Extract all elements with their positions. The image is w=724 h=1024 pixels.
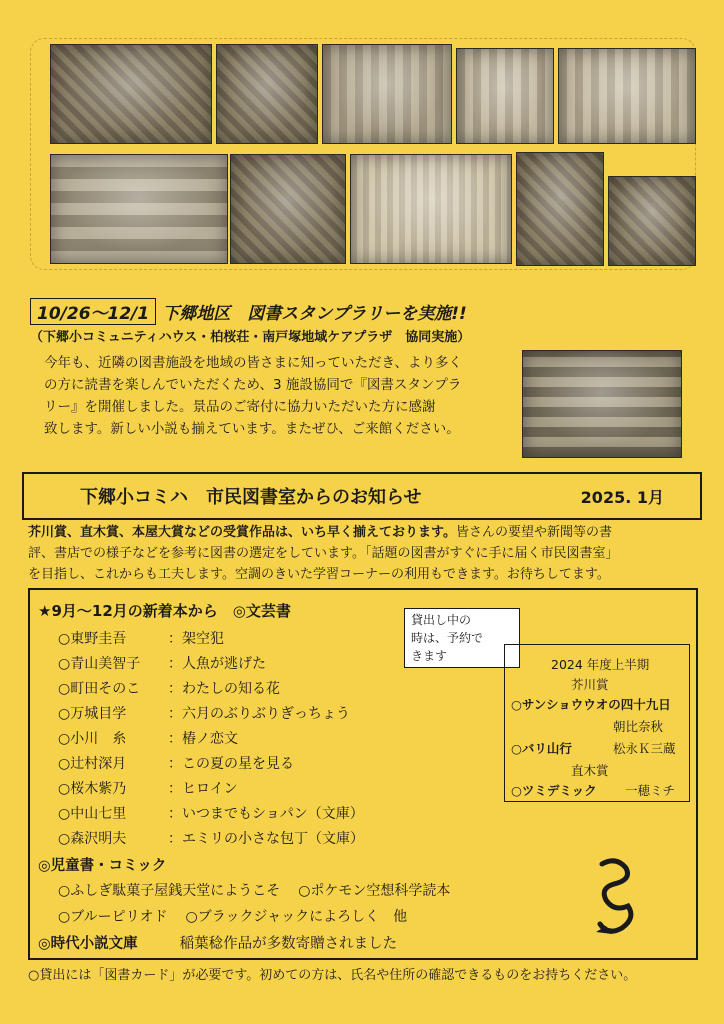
event-photo [608,176,696,266]
book-item [58,828,364,848]
book-item [58,628,224,648]
awards-box [504,644,690,802]
book-item [58,778,238,798]
event-line: 致します。新しい小説も揃えています。またぜひ、ご来館ください。 [44,421,460,437]
event-line: リー』を開催しました。景品のご寄付に協力いただいた方に感謝 [44,399,436,415]
book-author: ○町田そのこ [58,681,141,697]
event-photo [50,44,212,144]
akutagawa-label: 芥川賞 [571,677,609,692]
book-title: ：ヒロイン [168,781,238,797]
event-description [44,352,514,440]
event-photo [558,48,696,144]
book-author: ○小川 糸 [58,731,127,747]
book-item [58,653,266,673]
event-photo [216,44,318,144]
era-note: 稲葉稔作品が多数寄贈されました [179,936,398,952]
children-book: ○ブルーピリオド [58,909,168,925]
book-title: ：わたしの知る花 [168,681,280,697]
book-title: ：架空犯 [168,631,224,647]
callout-line: 時は、予約で [411,631,484,645]
children-book: ○ポケモン空想科学読本 [298,883,451,899]
book-author: ○青山美智子 [58,656,141,672]
naoki-label: 直木賞 [571,763,609,778]
award-author: 松永Ｋ三蔵 [613,741,676,756]
event-photo [350,154,512,264]
intro-rest: 皆さんの要望や新聞等の書 [455,525,612,540]
event-photo [230,154,346,264]
event-subtitle: （下郷小コミュニティハウス・柏桜荘・南戸塚地域ケアプラザ 協同実施） [30,330,471,345]
award-book: ○ツミデミック [511,783,597,798]
awards-title: 2024 年度上半期 [551,657,650,672]
decorative-illustration [592,858,640,936]
library-shelves-photo [522,350,682,458]
event-line: 今年も、近隣の図書施設を地域の皆さまに知っていただき、より多く [44,355,462,371]
book-author: ○東野圭吾 [58,631,127,647]
notice-header [22,472,702,520]
book-author: ○万城目学 [58,706,127,722]
book-item [58,753,294,773]
award-book: ○サンショウウオの四十九日 [511,697,671,712]
event-line: の方に読書を楽しんでいただくため、3 施設協同で『図書スタンプラ [44,377,462,393]
notice-date: 2025. 1月 [580,487,664,507]
book-title: ：いつまでもショパン（文庫） [168,806,364,822]
book-title: ：人魚が逃げた [168,656,266,672]
book-item [58,803,364,823]
event-title: 下郷地区 図書スタンプラリーを実施!! [162,304,467,324]
book-title: ：椿ノ恋文 [168,731,238,747]
award-author: 一穂ミチ [625,783,676,798]
book-item [58,678,280,698]
era-heading: ◎時代小説文庫 [38,936,138,952]
children-book: ○ふしぎ駄菓子屋銭天堂にようこそ [58,883,281,899]
event-photo [50,154,228,264]
intro-line: を目指し、これからも工夫します。空調のきいた学習コーナーの利用もできます。お待ちしてます。 [28,567,610,582]
book-author: ○中山七里 [58,806,127,822]
era-novel-row [38,932,397,953]
book-title: ：エミリの小さな包丁（文庫） [168,831,364,847]
book-author: ○桜木紫乃 [58,781,127,797]
children-book: ○ブラックジャックによろしく 他 [185,909,408,925]
event-photo [322,44,452,144]
callout-line: きます [411,649,448,663]
callout-line: 貸出し中の [411,613,472,627]
notice-title: 下郷小コミハ 市民図書室からのお知らせ [80,487,422,508]
intro-line: 評、書店での様子などを参考に図書の選定をしています。「話題の図書がすぐに手に届く市民図書室」 [28,546,619,561]
intro-line [28,522,704,543]
event-dates: 10/26～12/1 [30,298,156,325]
children-row [58,880,450,900]
children-heading: ◎児童書・コミック [38,858,167,874]
reservation-callout [404,608,520,668]
new-books-heading: ★9月～12月の新着本から ◎文芸書 [38,602,291,620]
book-author: ○森沢明夫 [58,831,127,847]
event-photo [456,48,554,144]
book-author: ○辻村深月 [58,756,127,772]
event-headline [30,298,467,325]
children-row [58,906,407,926]
book-item [58,728,238,748]
award-author: 朝比奈秋 [613,719,664,734]
footer-note: ○貸出には「図書カード」が必要です。初めての方は、氏名や住所の確認できるものをお持ちください。 [28,968,637,983]
book-title: ：この夏の星を見る [168,756,294,772]
award-book: ○バリ山行 [511,741,572,756]
book-item [58,703,350,723]
event-photo [516,152,604,266]
intro-paragraph [28,522,704,585]
intro-bold: 芥川賞、直木賞、本屋大賞などの受賞作品は、いち早く揃えております。 [28,525,456,540]
book-title: ：六月のぶりぶりぎっちょう [168,706,350,722]
